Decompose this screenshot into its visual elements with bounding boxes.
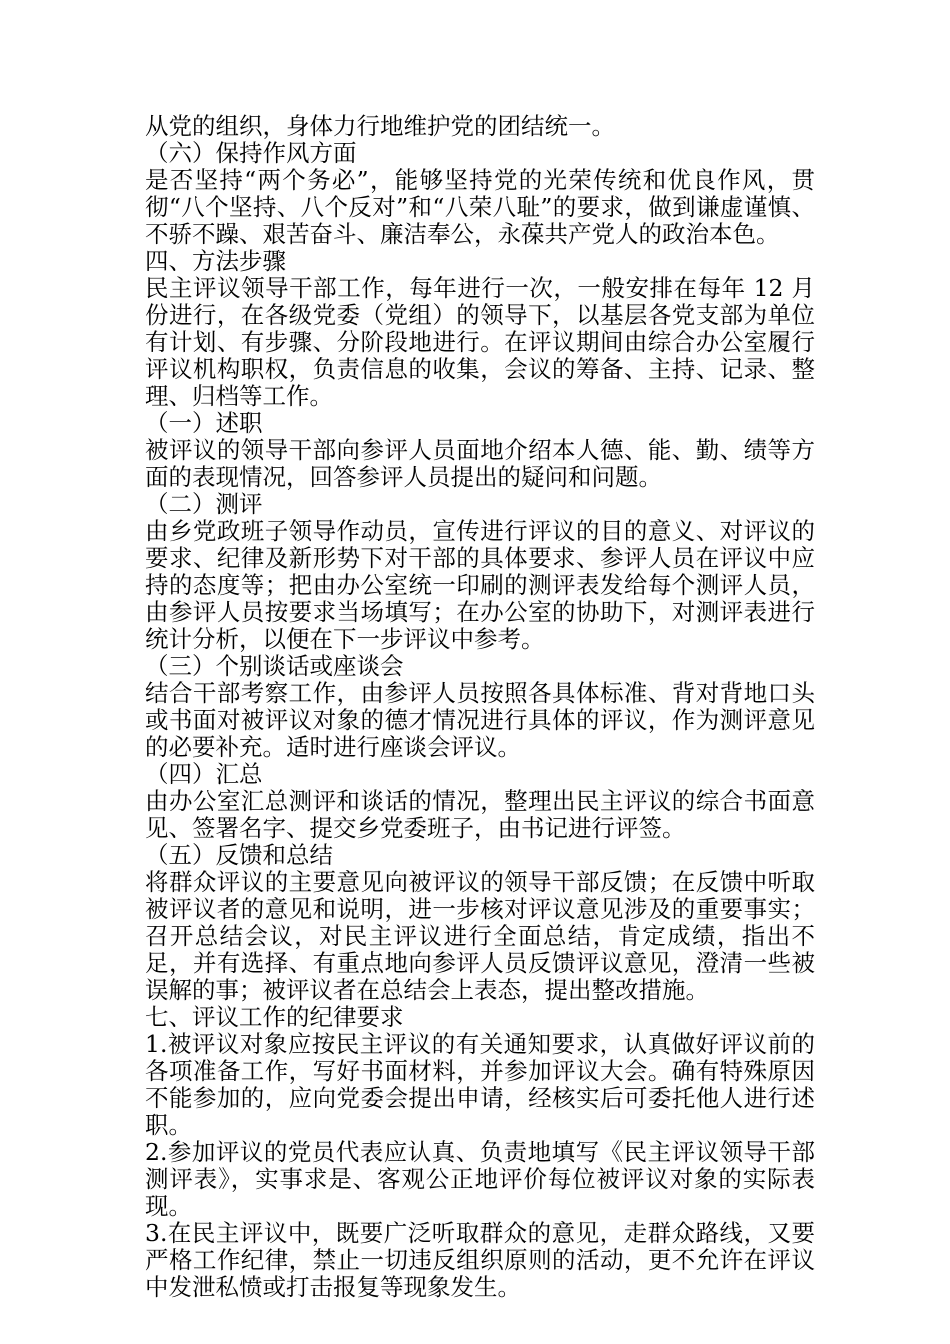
subheading-evaluation: （二）测评 <box>145 490 263 518</box>
subheading-interviews: （三）个别谈话或座谈会 <box>145 652 404 680</box>
discipline-item-2: 2.参加评议的党员代表应认真、负责地填写《民主评议领导干部测评表》，实事求是、客观公正地评价每位被评议对象的实际表现。 <box>145 1138 815 1220</box>
discipline-item-1: 1.被评议对象应按民主评议的有关通知要求，认真做好评议前的各项准备工作，写好书面材料，并参加评议大会。确有特殊原因不能参加的，应向党委会提出申请，经核实后可委托他人进行述职。 <box>145 1030 815 1139</box>
paragraph-evaluation: 由乡党政班子领导作动员，宣传进行评议的目的意义、对评议的要求、纪律及新形势下对干部的具体要求、参评人员在评议中应持的态度等；把由办公室统一印刷的测评表发给每个测评人员，由参评人员按要求当场填写；在办公室的协助下，对测评表进行统计分析，以便在下一步评议中参考。 <box>145 517 815 653</box>
subheading-feedback: （五）反馈和总结 <box>145 841 333 869</box>
paragraph-interviews: 结合干部考察工作，由参评人员按照各具体标准、背对背地口头或书面对被评议对象的德才情况进行具体的评议，作为测评意见的必要补充。适时进行座谈会评议。 <box>145 679 815 761</box>
discipline-item-3: 3.在民主评议中，既要广泛听取群众的意见，走群众路线，又要严格工作纪律，禁止一切违反组织原则的活动，更不允许在评议中发泄私愤或打击报复等现象发生。 <box>145 1219 815 1301</box>
section-heading-methods: 四、方法步骤 <box>145 247 286 275</box>
subheading-report: （一）述职 <box>145 409 263 437</box>
subheading-summary: （四）汇总 <box>145 760 263 788</box>
document-body <box>145 113 815 1301</box>
paragraph-feedback: 将群众评议的主要意见向被评议的领导干部反馈；在反馈中听取被评议者的意见和说明，进一步核对评议意见涉及的重要事实；召开总结会议，对民主评议进行全面总结，肯定成绩，指出不足，并有选择、有重点地向参评人员反馈评议意见，澄清一些被误解的事；被评议者在总结会上表态，提出整改措施。 <box>145 868 815 1004</box>
section-heading-discipline: 七、评议工作的纪律要求 <box>145 1003 404 1031</box>
paragraph-style: 是否坚持“两个务必”，能够坚持党的光荣传统和优良作风，贯彻“八个坚持、八个反对”和“八荣八耻”的要求，做到谦虚谨慎、不骄不躁、艰苦奋斗、廉洁奉公，永葆共产党人的政治本色。 <box>145 166 815 248</box>
paragraph-methods: 民主评议领导干部工作，每年进行一次，一般安排在每年 12 月份进行，在各级党委（党组）的领导下，以基层各党支部为单位有计划、有步骤、分阶段地进行。在评议期间由综合办公室履行评议机构职权，负责信息的收集，会议的筹备、主持、记录、整理、归档等工作。 <box>145 274 815 410</box>
paragraph-report: 被评议的领导干部向参评人员面地介绍本人德、能、勤、绩等方面的表现情况，回答参评人员提出的疑问和问题。 <box>145 436 815 491</box>
paragraph-continuation: 从党的组织，身体力行地维护党的团结统一。 <box>145 112 615 140</box>
subheading-style: （六）保持作风方面 <box>145 139 357 167</box>
paragraph-summary: 由办公室汇总测评和谈话的情况，整理出民主评议的综合书面意见、签署名字、提交乡党委班子，由书记进行评签。 <box>145 787 815 842</box>
